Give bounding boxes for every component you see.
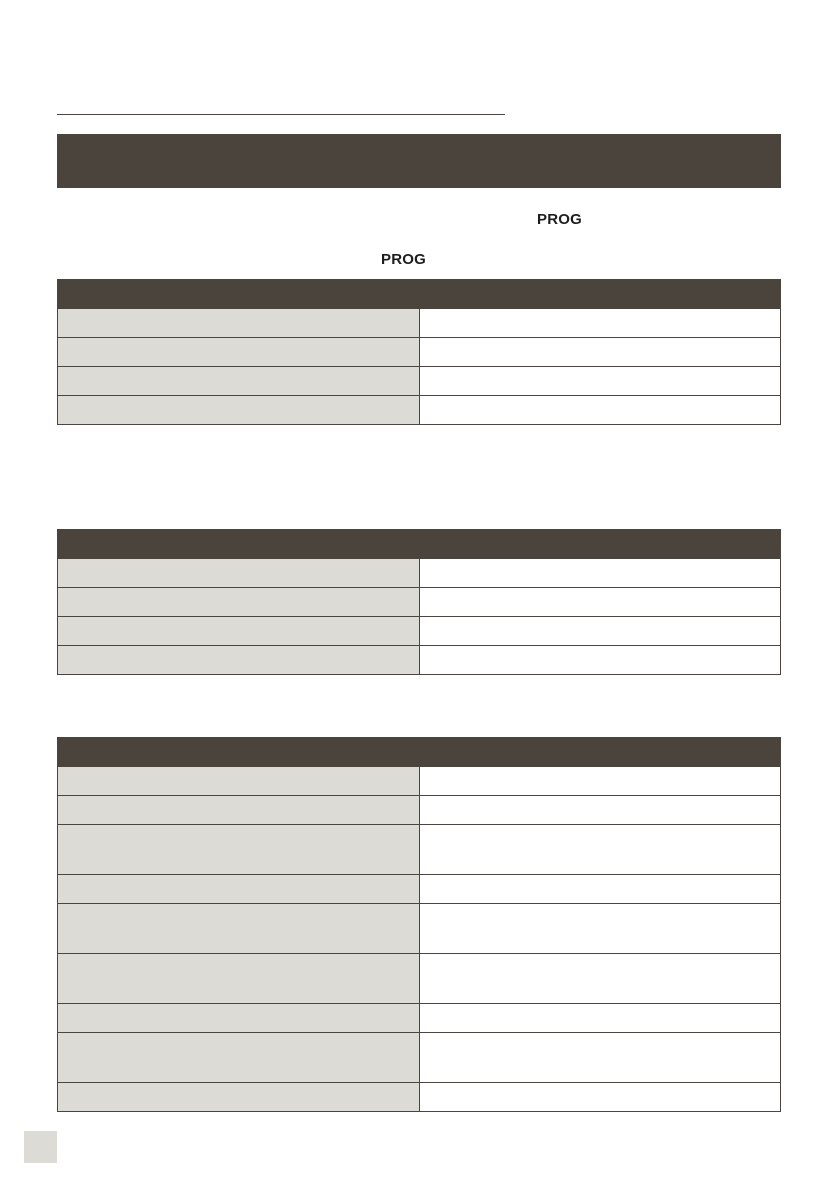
value-cell	[419, 309, 781, 338]
table-row	[58, 559, 781, 588]
table-row	[58, 588, 781, 617]
label-cell	[58, 617, 420, 646]
table-row	[58, 904, 781, 954]
value-cell	[419, 904, 781, 954]
value-cell	[419, 954, 781, 1004]
label-cell	[58, 767, 420, 796]
table-row	[58, 396, 781, 425]
table-row	[58, 309, 781, 338]
table-row	[58, 767, 781, 796]
table-header	[58, 530, 781, 559]
value-cell	[419, 825, 781, 875]
value-cell	[419, 617, 781, 646]
label-cell	[58, 309, 420, 338]
label-cell	[58, 367, 420, 396]
label-cell	[58, 1004, 420, 1033]
parameter-table	[57, 737, 781, 1112]
table-row	[58, 796, 781, 825]
parameter-table	[57, 529, 781, 675]
label-cell	[58, 825, 420, 875]
label-cell	[58, 796, 420, 825]
table-header-row	[58, 530, 781, 559]
section-title-banner	[57, 134, 781, 188]
value-cell	[419, 559, 781, 588]
value-cell	[419, 396, 781, 425]
header-rule	[57, 114, 505, 115]
table-row	[58, 825, 781, 875]
label-cell	[58, 338, 420, 367]
table-row	[58, 954, 781, 1004]
table-header	[58, 738, 781, 767]
label-cell	[58, 904, 420, 954]
label-cell	[58, 1033, 420, 1083]
label-cell	[58, 396, 420, 425]
prog-key-label: PROG	[537, 211, 582, 228]
table-row	[58, 1033, 781, 1083]
label-cell	[58, 588, 420, 617]
table-row	[58, 1004, 781, 1033]
value-cell	[419, 1033, 781, 1083]
table-row	[58, 646, 781, 675]
table-header-row	[58, 738, 781, 767]
table-row	[58, 367, 781, 396]
table-row	[58, 875, 781, 904]
label-cell	[58, 954, 420, 1004]
value-cell	[419, 767, 781, 796]
label-cell	[58, 646, 420, 675]
page-number-tab	[24, 1131, 57, 1163]
value-cell	[419, 588, 781, 617]
table-row	[58, 617, 781, 646]
value-cell	[419, 646, 781, 675]
parameter-table	[57, 279, 781, 425]
label-cell	[58, 1083, 420, 1112]
value-cell	[419, 796, 781, 825]
label-cell	[58, 559, 420, 588]
value-cell	[419, 338, 781, 367]
table-row	[58, 338, 781, 367]
value-cell	[419, 367, 781, 396]
label-cell	[58, 875, 420, 904]
table-row	[58, 1083, 781, 1112]
value-cell	[419, 1004, 781, 1033]
prog-key-label: PROG	[381, 251, 426, 268]
value-cell	[419, 1083, 781, 1112]
table-header	[58, 280, 781, 309]
table-header-row	[58, 280, 781, 309]
value-cell	[419, 875, 781, 904]
